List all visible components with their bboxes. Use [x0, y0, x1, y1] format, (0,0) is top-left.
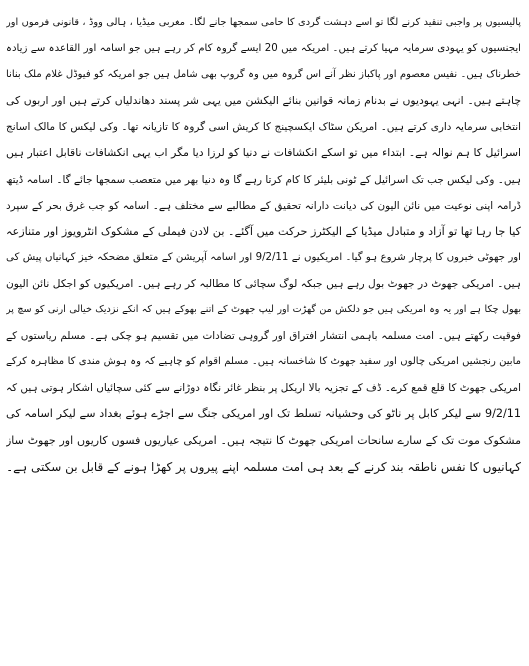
text-line: مابین رنجشیں امریکی چالوں اور سفید جھوٹ کا شاخسانہ ہیں۔ مسلم اقوام کو چاہیے کہ وہ ہوش مندی کا مظاہرہ کرکے: [6, 356, 521, 368]
text-line: ہیں۔ امریکی جھوٹ در جھوٹ بول رہے ہیں جبکہ لوگ سچائی کا مطالبہ کر رہے ہیں۔ امریکیوں کو اجکل نائن الیون: [6, 277, 521, 290]
text-line: ایجنسیوں کو یہودی سرمایہ مہیا کرتے ہیں۔ امریکہ میں 20 ایسے گروہ کام کر رہے ہیں جو اسامہ اور القاعدہ سے زیادہ: [6, 43, 521, 55]
text-line: کیا جا رہا تھا تو آزاد و متبادل میڈیا کے الیکٹرز حرکت میں آگئے۔ بن لادن فیملی کے مشکوک انٹرویوز اور متنازعہ: [6, 224, 521, 238]
text-line: مشکوک موت تک کے سارے سانحات امریکی جھوٹ کا نتیجہ ہیں۔ امریکی عیاریوں فسوں کاریوں اور جھوٹ ساز: [6, 433, 521, 447]
text-line: امریکی جھوٹ کا قلع قمع کرے۔ ڈف کے تجزیہ بالا اریکل پر بنظر غائر نگاہ دوڑانے سے کئی سچائیاں اشکار ہوتی ہیں کہ: [6, 382, 521, 395]
text-line: بھول چکا ہے اور یہ وہ امریکی ہیں جو دلکش من گھڑت اور لیپ جھوٹ کے اتنے بھوکے ہیں کہ انکے نزدیک خیالی ارنی کو سچ پر: [6, 304, 521, 316]
article-body: [6, 10, 521, 480]
text-line: فوقیت رکھتے ہیں۔ امت مسلمہ باہمی انتشار افتراق اور گروہی تضادات میں تقسیم ہو چکی ہے۔ مسلم ریاستوں کے: [6, 330, 521, 343]
text-line: اور جھوٹی خبروں کا پرچار شروع ہو گیا۔ امریکیوں نے 9/2/11 اور اسامہ آپریشن کے متعلق مضحکہ خیز کہانیاں پیش کی: [6, 251, 521, 263]
text-line: اسرائیل کا ہم نوالہ ہے۔ ابتداء میں تو اسکے انکشافات نے دنیا کو لرزا دیا مگر اب یہی انکشافات ناقابل اعتبار ہیں: [6, 146, 521, 160]
text-line: پالیسیوں پر واجبی تنقید کرنے لگا تو اسے دہشت گردی کا حامی سمجھا جانے لگا۔ مغربی میڈیا ، ہالی ووڈ ، قانونی فرموں اور: [6, 17, 521, 28]
text-line: چاہتے ہیں۔ انہی یہودیوں نے بدنام زمانہ قوانین بنائے الیکشن میں یہی شر پسند دھاندلیاں کرتے ہیں اور اربوں کی: [6, 94, 521, 108]
text-line: خطرناک ہیں۔ نفیس معصوم اور پاکباز نظر آنے اس گروہ میں وہ گروپ بھی شامل ہیں جو امریکہ کو فیوڈل غلام ملک بنانا: [6, 69, 521, 81]
text-line: 9/2/11 سے لیکر کابل پر ناٹو کی وحشیانہ تسلط تک اور امریکی جنگ سے اجڑے ہوئے بغداد سے لیکر اسامہ کی: [6, 407, 521, 421]
text-line: انتخابی سرمایہ داری کرتے ہیں۔ امریکن سٹاک ایکسچینج کا کریش اسی گروہ کا تازیانہ تھا۔ وکی لیکس کا مالک اسانج: [6, 121, 521, 134]
text-line: ڈرامہ اپنی نوعیت میں نائن الیون کی دیانت دارانہ تحقیق کے مطالبے سے مختلف ہے۔ اسامہ کو جب غرق بحر کے سپرد: [6, 199, 521, 212]
text-line: ہیں۔ وکی لیکس جب تک اسرائیل کے ٹونی بلیئر کا کام کرتا رہے گا وہ دنیا بھر میں متعصب سمجھا جائے گا۔ اسامہ ڈیتھ: [6, 173, 521, 186]
text-line: کہانیوں کا نفس ناطقہ بند کرنے کے بعد ہی امت مسلمہ اپنے پیروں پر کھڑا ہونے کے قابل بن سکتی ہے۔: [6, 459, 521, 474]
